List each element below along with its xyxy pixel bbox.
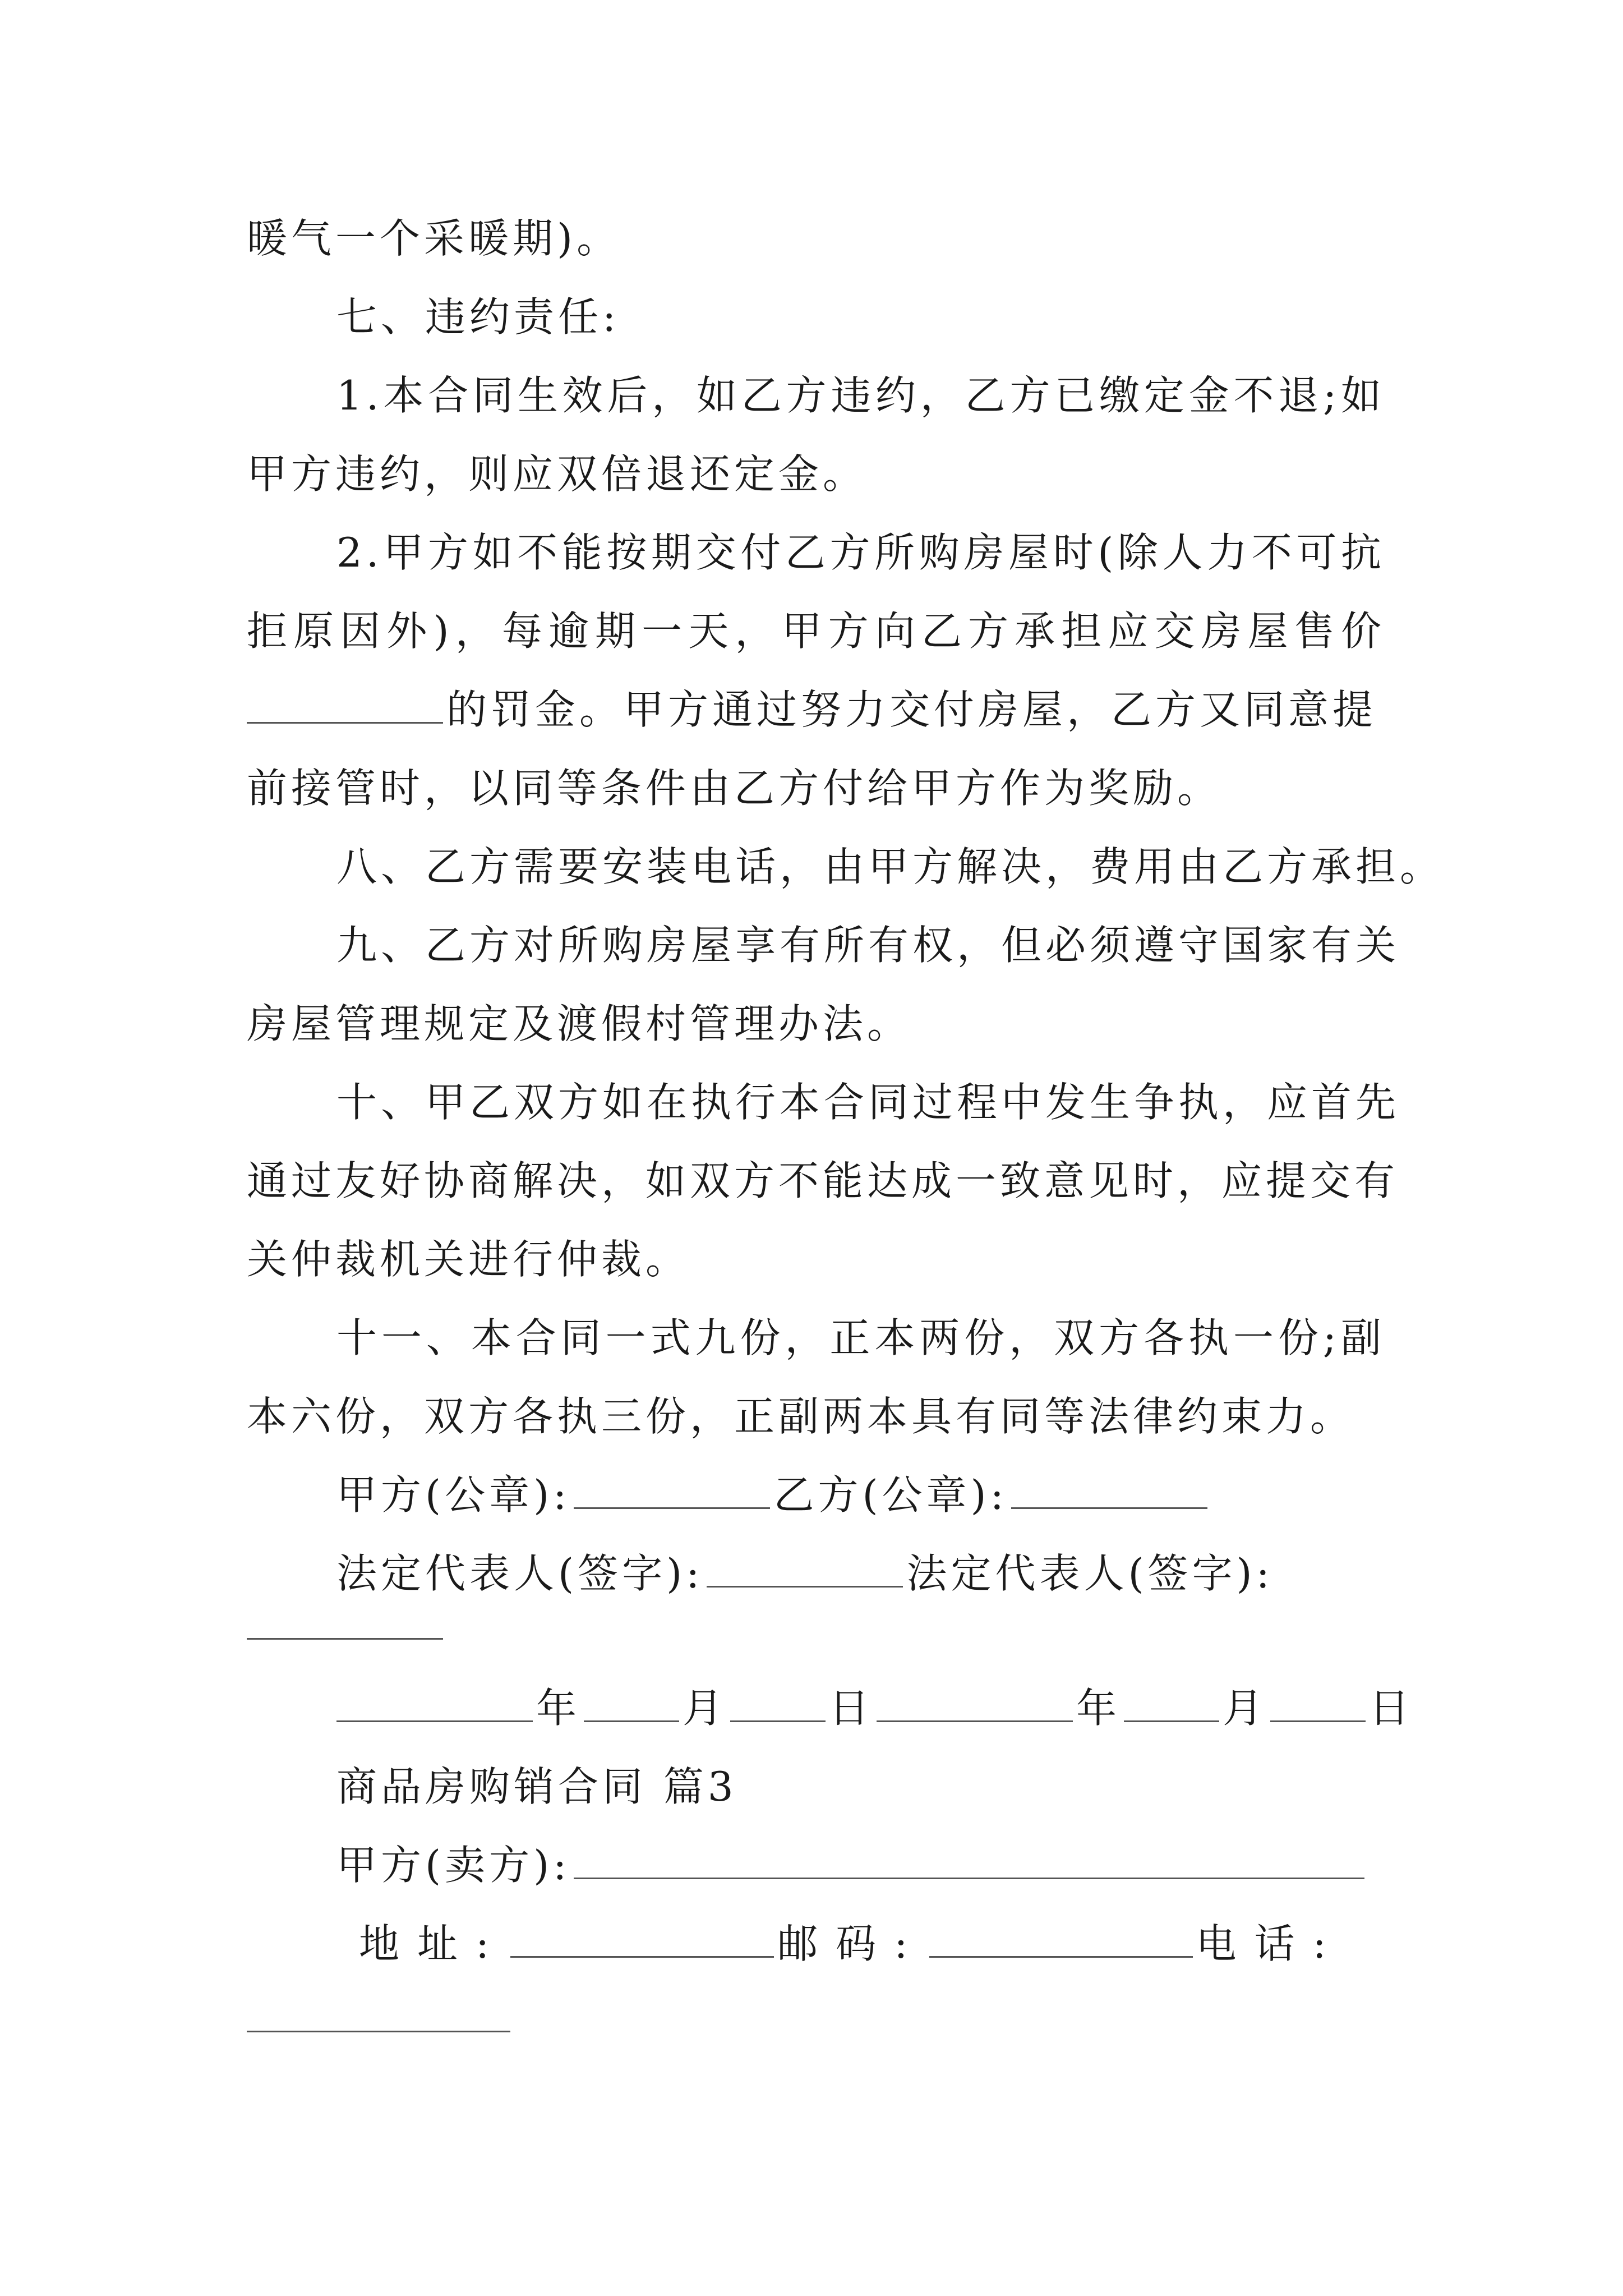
year-field xyxy=(336,1681,533,1722)
seller-field xyxy=(574,1838,1364,1879)
party-b-seal-label: 乙方(公章): xyxy=(773,1471,1008,1519)
seller-label: 甲方(卖方): xyxy=(336,1842,571,1889)
section-heading: 七、违约责任: xyxy=(336,293,620,341)
postcode-label: 邮码: xyxy=(777,1920,926,1967)
party-a-rep-label: 法定代表人(签字): xyxy=(336,1550,704,1597)
paragraph-line: 甲方违约，则应双倍退还定金。 xyxy=(247,450,868,498)
paragraph-line: 拒原因外)，每逾期一天，甲方向乙方承担应交房屋售价 xyxy=(247,608,1385,655)
paragraph-line: 暖气一个采暖期)。 xyxy=(247,215,621,262)
party-a-seal-field xyxy=(574,1468,770,1509)
month-field xyxy=(1124,1681,1219,1722)
day-label: 日 xyxy=(829,1685,874,1732)
section-line: 九、乙方对所购房屋享有所有权，但必须遵守国家有关 xyxy=(336,922,1400,969)
party-b-rep-field xyxy=(247,1638,443,1640)
seal-line xyxy=(336,1467,1385,1523)
paragraph-text: 的罚金。甲方通过努力交付房屋，乙方又同意提 xyxy=(446,686,1377,733)
month-field xyxy=(584,1681,679,1722)
paragraph-line: 本六份，双方各执三份，正副两本具有同等法律约束力。 xyxy=(247,1393,1355,1440)
paragraph-line: 1.本合同生效后，如乙方违约，乙方已缴定金不退;如 xyxy=(336,372,1385,419)
paragraph-line: 2.甲方如不能按期交付乙方所购房屋时(除人力不可抗 xyxy=(336,529,1385,576)
paragraph-line xyxy=(247,682,1385,738)
section-line: 十、甲乙双方如在执行本合同过程中发生争执，应首先 xyxy=(336,1079,1400,1126)
year-label: 年 xyxy=(1076,1685,1121,1732)
year-field xyxy=(877,1681,1073,1722)
paragraph-line: 通过友好协商解决，如双方不能达成一致意见时，应提交有 xyxy=(247,1157,1399,1204)
party-a-seal-label: 甲方(公章): xyxy=(336,1471,571,1519)
blank-field xyxy=(247,683,443,724)
phone-field xyxy=(247,2031,510,2032)
month-label: 月 xyxy=(1223,1685,1267,1732)
party-b-rep-label: 法定代表人(签字): xyxy=(906,1550,1274,1597)
day-field xyxy=(730,1681,826,1722)
signature-line xyxy=(336,1545,1385,1602)
contract-heading: 商品房购销合同 篇3 xyxy=(336,1763,737,1810)
party-a-rep-field xyxy=(707,1547,903,1588)
address-label: 地址: xyxy=(359,1920,508,1967)
month-label: 月 xyxy=(683,1685,727,1732)
postcode-field xyxy=(929,1917,1193,1958)
paragraph-line: 房屋管理规定及渡假村管理办法。 xyxy=(247,1000,912,1047)
date-line xyxy=(336,1680,1414,1736)
paragraph-line: 前接管时，以同等条件由乙方付给甲方作为奖励。 xyxy=(247,765,1222,812)
party-b-seal-field xyxy=(1011,1468,1207,1509)
address-field xyxy=(510,1917,774,1958)
phone-label: 电话: xyxy=(1196,1920,1344,1967)
seller-line xyxy=(336,1837,1385,1893)
year-label: 年 xyxy=(536,1685,581,1732)
day-field xyxy=(1270,1681,1366,1722)
contact-line xyxy=(359,1916,1408,1972)
section-line: 八、乙方需要安装电话，由甲方解决，费用由乙方承担。 xyxy=(336,843,1445,890)
paragraph-line: 关仲裁机关进行仲裁。 xyxy=(247,1236,690,1283)
day-label: 日 xyxy=(1369,1685,1414,1732)
section-line: 十一、本合同一式九份，正本两份，双方各执一份;副 xyxy=(336,1314,1385,1361)
